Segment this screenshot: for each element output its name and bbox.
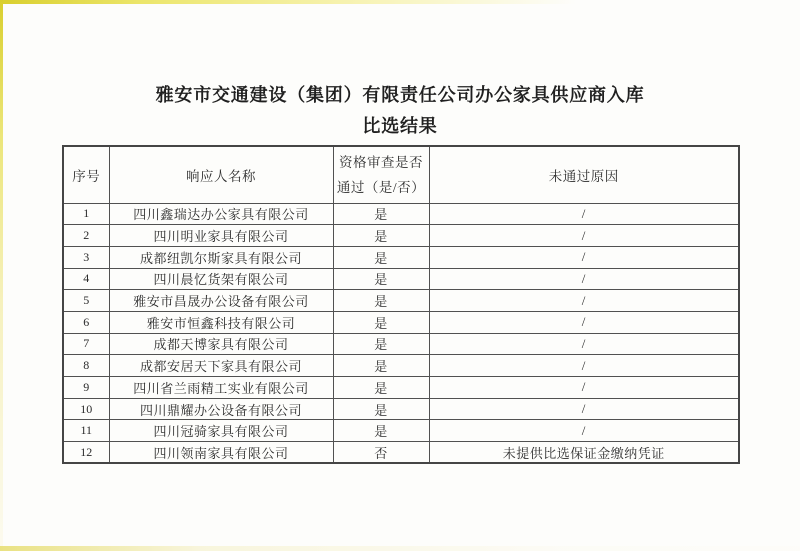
row-index-cell: 5 bbox=[63, 290, 109, 312]
qualification-passed-cell: 是 bbox=[333, 268, 429, 290]
company-name-cell: 成都天博家具有限公司 bbox=[109, 333, 333, 355]
row-index-cell: 11 bbox=[63, 420, 109, 442]
row-index-cell: 4 bbox=[63, 268, 109, 290]
table-row bbox=[63, 420, 739, 442]
header-qualification-line-1: 资格审查是否 bbox=[339, 154, 423, 170]
table-row bbox=[63, 398, 739, 420]
company-name-cell: 四川领南家具有限公司 bbox=[109, 442, 333, 464]
fail-reason-cell: / bbox=[429, 268, 739, 290]
company-name-cell: 成都纽凯尔斯家具有限公司 bbox=[109, 246, 333, 268]
document-title-line-2: 比选结果 bbox=[362, 116, 438, 136]
header-qualification-line-2: 通过（是/否） bbox=[336, 179, 426, 195]
fail-reason-cell: / bbox=[429, 398, 739, 420]
document-title-line-1: 雅安市交通建设（集团）有限责任公司办公家具供应商入库 bbox=[155, 85, 645, 105]
company-name-cell: 四川冠骑家具有限公司 bbox=[109, 420, 333, 442]
document-title bbox=[0, 84, 800, 137]
qualification-passed-cell: 是 bbox=[333, 333, 429, 355]
row-index-cell: 7 bbox=[63, 333, 109, 355]
fail-reason-cell: / bbox=[429, 333, 739, 355]
fail-reason-cell: / bbox=[429, 420, 739, 442]
header-cell-qualification bbox=[333, 146, 429, 203]
table-row bbox=[63, 203, 739, 225]
qualification-passed-cell: 是 bbox=[333, 377, 429, 399]
qualification-passed-cell: 是 bbox=[333, 355, 429, 377]
table-row bbox=[63, 290, 739, 312]
table-row bbox=[63, 311, 739, 333]
row-index-cell: 12 bbox=[63, 442, 109, 464]
fail-reason-cell: / bbox=[429, 225, 739, 247]
table-row bbox=[63, 355, 739, 377]
row-index-cell: 3 bbox=[63, 246, 109, 268]
table-row bbox=[63, 246, 739, 268]
table-header-row bbox=[63, 146, 739, 203]
qualification-passed-cell: 是 bbox=[333, 290, 429, 312]
fail-reason-cell: / bbox=[429, 203, 739, 225]
table-row bbox=[63, 225, 739, 247]
row-index-cell: 10 bbox=[63, 398, 109, 420]
qualification-passed-cell: 是 bbox=[333, 246, 429, 268]
qualification-passed-cell: 是 bbox=[333, 203, 429, 225]
company-name-cell: 四川明业家具有限公司 bbox=[109, 225, 333, 247]
row-index-cell: 8 bbox=[63, 355, 109, 377]
company-name-cell: 四川晨忆货架有限公司 bbox=[109, 268, 333, 290]
company-name-cell: 雅安市昌晟办公设备有限公司 bbox=[109, 290, 333, 312]
company-name-cell: 四川鑫瑞达办公家具有限公司 bbox=[109, 203, 333, 225]
table-row bbox=[63, 377, 739, 399]
header-cell-reason: 未通过原因 bbox=[429, 146, 739, 203]
qualification-passed-cell: 是 bbox=[333, 420, 429, 442]
company-name-cell: 成都安居天下家具有限公司 bbox=[109, 355, 333, 377]
fail-reason-cell: / bbox=[429, 377, 739, 399]
scan-edge-left bbox=[0, 0, 3, 551]
qualification-passed-cell: 是 bbox=[333, 398, 429, 420]
row-index-cell: 1 bbox=[63, 203, 109, 225]
fail-reason-cell: / bbox=[429, 311, 739, 333]
row-index-cell: 9 bbox=[63, 377, 109, 399]
qualification-passed-cell: 是 bbox=[333, 225, 429, 247]
table-row bbox=[63, 268, 739, 290]
row-index-cell: 6 bbox=[63, 311, 109, 333]
qualification-passed-cell: 否 bbox=[333, 442, 429, 464]
table-row bbox=[63, 442, 739, 464]
fail-reason-cell: 未提供比选保证金缴纳凭证 bbox=[429, 442, 739, 464]
fail-reason-cell: / bbox=[429, 246, 739, 268]
results-table bbox=[62, 145, 740, 464]
qualification-passed-cell: 是 bbox=[333, 311, 429, 333]
scan-edge-top bbox=[0, 0, 800, 4]
company-name-cell: 四川省兰雨精工实业有限公司 bbox=[109, 377, 333, 399]
header-cell-index: 序号 bbox=[63, 146, 109, 203]
table-row bbox=[63, 333, 739, 355]
results-table-wrap bbox=[62, 145, 740, 464]
row-index-cell: 2 bbox=[63, 225, 109, 247]
scan-edge-bottom bbox=[0, 546, 800, 551]
company-name-cell: 四川鼎耀办公设备有限公司 bbox=[109, 398, 333, 420]
fail-reason-cell: / bbox=[429, 290, 739, 312]
fail-reason-cell: / bbox=[429, 355, 739, 377]
company-name-cell: 雅安市恒鑫科技有限公司 bbox=[109, 311, 333, 333]
header-cell-name: 响应人名称 bbox=[109, 146, 333, 203]
